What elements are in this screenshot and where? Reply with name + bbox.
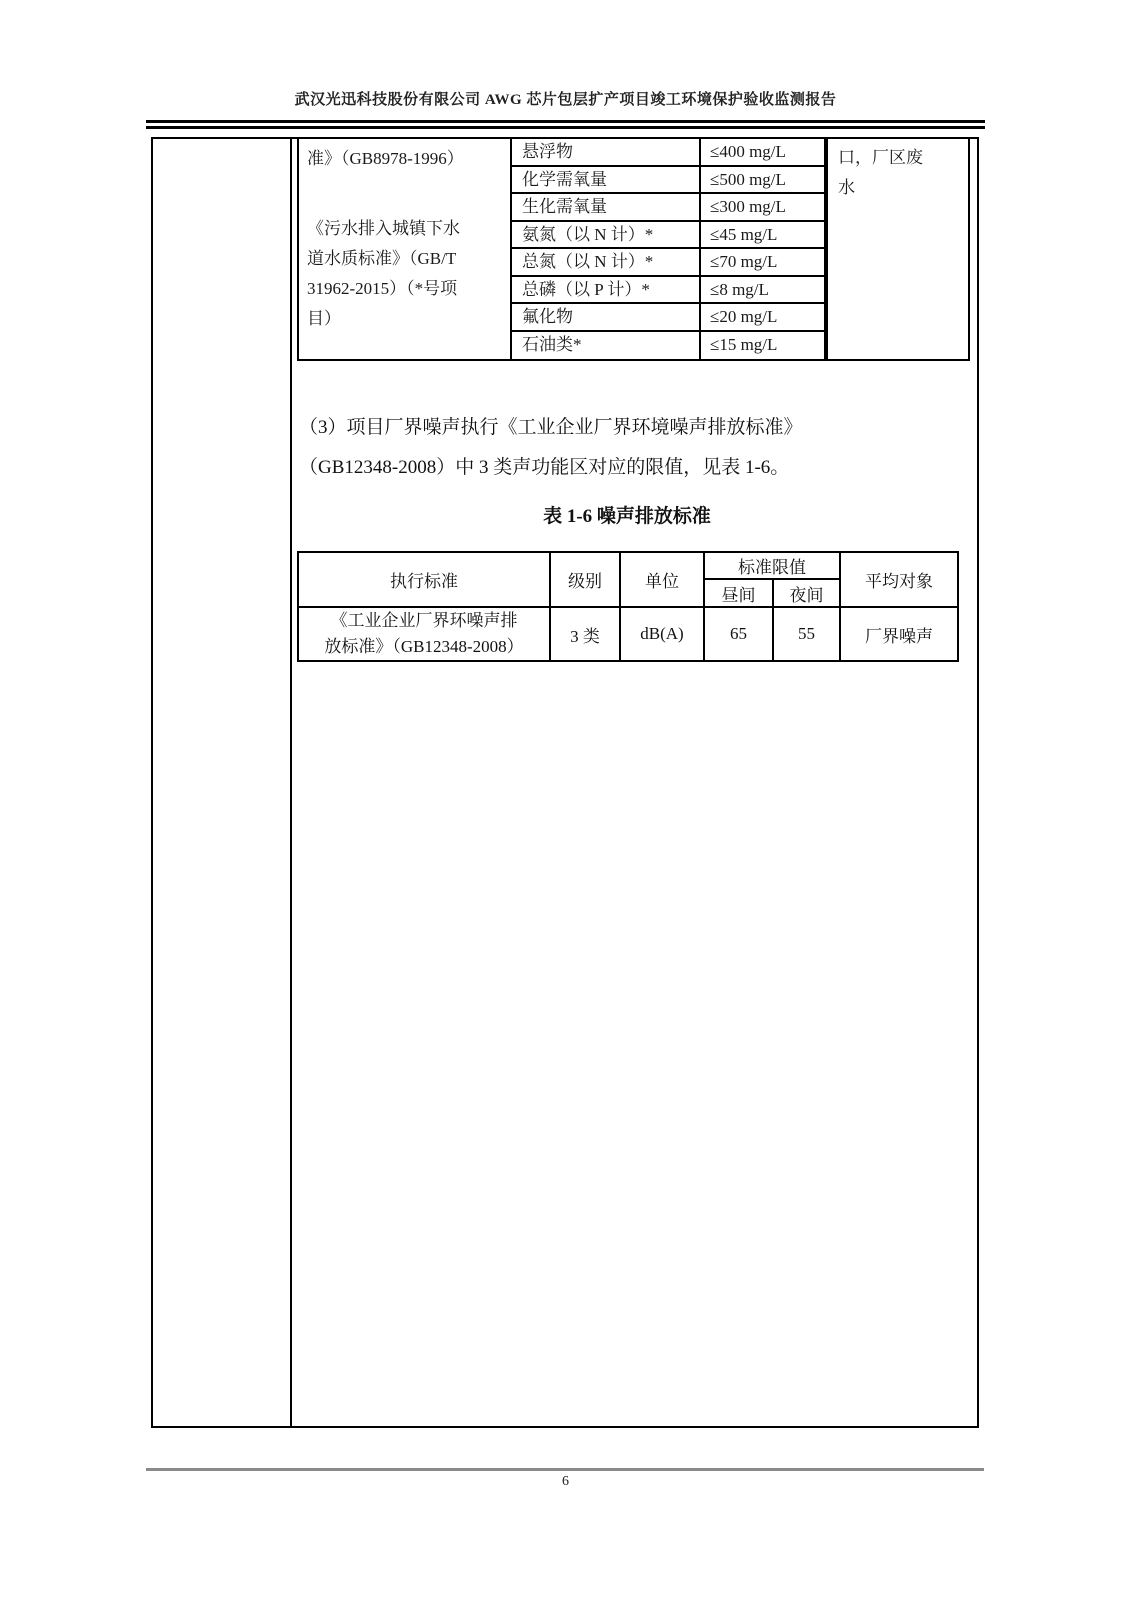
pollutant-name: 氨氮（以 N 计）*: [512, 222, 701, 250]
pollutant-limit: ≤500 mg/L: [701, 167, 826, 195]
pollutant-name: 化学需氧量: [512, 167, 701, 195]
pollutant-name: 总氮（以 N 计）*: [512, 249, 701, 277]
col-header-target: 平均对象: [840, 552, 958, 607]
col-header-standard: 执行标准: [298, 552, 550, 607]
paragraph-line: （GB12348-2008）中 3 类声功能区对应的限值，见表 1-6。: [299, 457, 790, 478]
pollutant-limit: ≤8 mg/L: [701, 277, 826, 305]
standard-ref-line: 目）: [307, 309, 341, 328]
report-header-title: 武汉光迅科技股份有限公司 AWG 芯片包层扩产项目竣工环境保护验收监测报告: [294, 92, 837, 108]
col-header-unit: 单位: [620, 552, 704, 607]
standard-ref-spacer: [307, 174, 506, 214]
outfall-note-cell: [826, 139, 968, 359]
noise-emission-table: [297, 551, 959, 662]
col-header-nighttime: 夜间: [773, 579, 840, 607]
noise-table-title: 表 1-6 噪声排放标准: [543, 506, 711, 527]
noise-standard-paragraph: [299, 408, 899, 488]
footer-rule: [146, 1468, 984, 1471]
page-number: 6: [562, 1474, 569, 1489]
pollutant-limit: ≤400 mg/L: [701, 139, 826, 167]
noise-unit-cell: dB(A): [620, 607, 704, 661]
pollutant-name: 生化需氧量: [512, 194, 701, 222]
pollutant-limit: ≤70 mg/L: [701, 249, 826, 277]
pollutant-limit: ≤300 mg/L: [701, 194, 826, 222]
pollutant-name: 总磷（以 P 计）*: [512, 277, 701, 305]
noise-day-limit-cell: 65: [704, 607, 773, 661]
outfall-note-line: 水: [838, 178, 855, 197]
noise-standard-line: 《工业企业厂界环噪声排: [330, 611, 518, 630]
pollutant-name: 石油类*: [512, 332, 701, 360]
pollutant-name: 氟化物: [512, 304, 701, 332]
standard-ref-line: 道水质标准》（GB/T: [307, 249, 457, 268]
pollutant-name: 悬浮物: [512, 139, 701, 167]
col-header-grade: 级别: [550, 552, 620, 607]
noise-target-cell: 厂界噪声: [840, 607, 958, 661]
col-header-daytime: 昼间: [704, 579, 773, 607]
standard-ref-line: 准》（GB8978-1996）: [307, 149, 464, 168]
outfall-note-line: 口，厂区废: [838, 148, 923, 167]
standard-reference-cell: [299, 139, 512, 359]
outer-table-column-divider: [290, 139, 292, 1426]
pollutant-limit: ≤20 mg/L: [701, 304, 826, 332]
noise-grade-cell: 3 类: [550, 607, 620, 661]
pollutant-limit: ≤15 mg/L: [701, 332, 826, 360]
paragraph-line: （3）项目厂界噪声执行《工业企业厂界环境噪声排放标准》: [299, 417, 803, 438]
wastewater-standards-table: [297, 137, 970, 361]
noise-standard-line: 放标准》（GB12348-2008）: [324, 637, 524, 656]
standard-ref-line: 31962-2015）（*号项: [307, 279, 458, 298]
pollutant-limit: ≤45 mg/L: [701, 222, 826, 250]
standard-ref-line: 《污水排入城镇下水: [307, 219, 460, 238]
noise-night-limit-cell: 55: [773, 607, 840, 661]
header-double-rule: [146, 120, 985, 129]
noise-standard-name-cell: [298, 607, 550, 661]
col-header-limit-group: 标准限值: [704, 552, 840, 579]
